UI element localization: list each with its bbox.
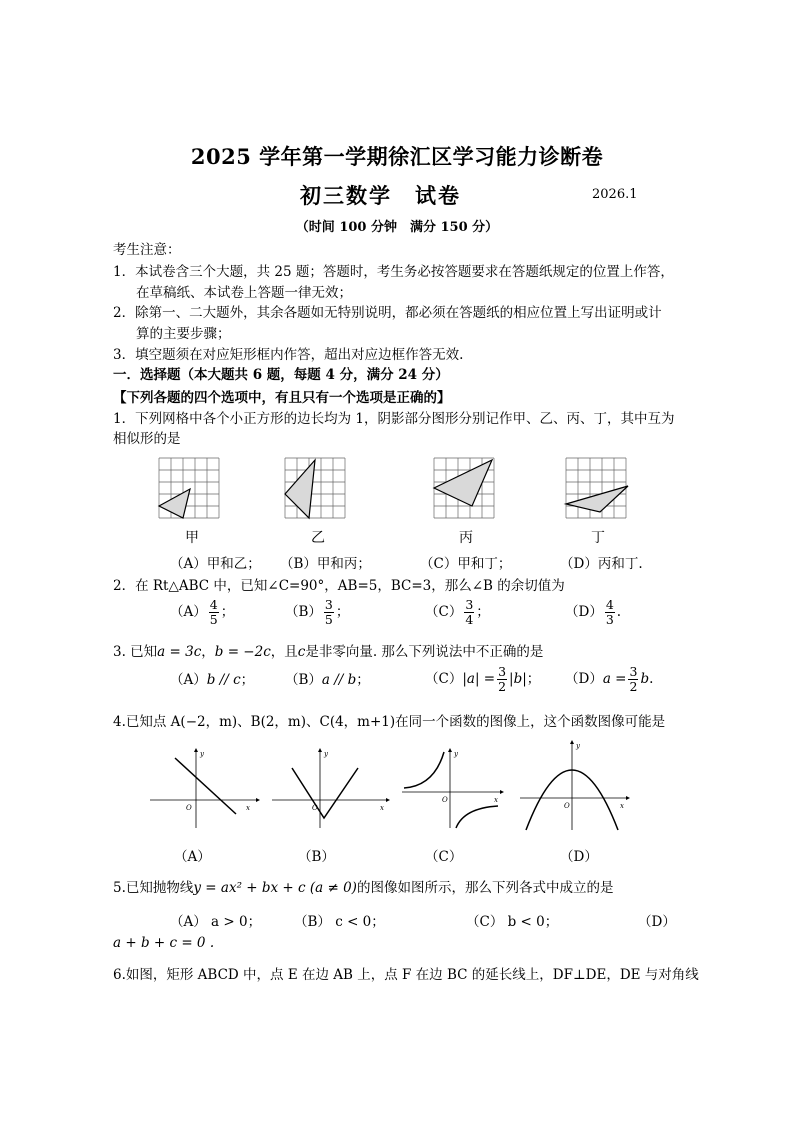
q3-option-c-fraction: $\frac{3}{2}$ — [498, 664, 507, 694]
svg-text:x: x — [380, 804, 384, 812]
q4-graph-a — [150, 748, 260, 830]
q5-option-c[interactable]: （C） b < 0； — [466, 914, 559, 930]
q5-option-d[interactable]: （D） — [638, 914, 676, 930]
q1-option-b[interactable]: （B）甲和丙； — [280, 556, 371, 572]
q4-graph-c — [402, 748, 504, 830]
q2-stem: 2．在 Rt△ABC 中，已知∠C=90°，AB=5，BC=3，那么∠B 的余切值为 — [113, 578, 565, 594]
q4-option-c[interactable]: （C） — [425, 849, 463, 865]
q2-option-c-label: （C） — [425, 604, 463, 620]
q5-stem: 5.已知抛物线y = ax² + bx + c (a ≠ 0)的图像如图所示，那么下列各式中成立的是 — [113, 880, 614, 896]
q3-option-c[interactable]: （C）|a| = $\frac{3}{2}$ |b|； — [425, 664, 541, 694]
q5-option-d-cont: a + b + c = 0 . — [113, 935, 215, 951]
q1-option-a[interactable]: （A）甲和乙； — [170, 556, 261, 572]
q2-option-d-label: （D） — [565, 604, 603, 620]
exam-subtitle: 初三数学 试卷 — [300, 183, 461, 208]
q2-option-b[interactable]: （B） $\frac{3}{5}$ ； — [285, 597, 350, 627]
q1-option-d[interactable]: （D）丙和丁. — [560, 556, 643, 572]
q3-stem: 3. 已知a = 3c，b = −2c，且c是非零向量. 那么下列说法中不正确的是 — [113, 644, 544, 660]
q2-option-d[interactable]: （D） $\frac{4}{3}$ . — [565, 597, 622, 627]
q4-option-b[interactable]: （B） — [298, 849, 335, 865]
q2-option-a-fraction: $\frac{4}{5}$ — [209, 597, 218, 627]
q2-option-b-label: （B） — [285, 604, 322, 620]
q1-stem-line2: 相似形的是 — [113, 431, 181, 447]
q1-grid-yi — [285, 458, 347, 520]
q2-option-b-fraction: $\frac{3}{5}$ — [324, 597, 333, 627]
q6-stem: 6.如图，矩形 ABCD 中，点 E 在边 AB 上，点 F 在边 BC 的延长线上，DF⊥DE，DE 与对角线 — [113, 967, 699, 983]
svg-text:y: y — [200, 750, 204, 758]
q1-stem-line1: 1．下列网格中各个小正方形的边长均为 1，阴影部分图形分别记作甲、乙、丙、丁，其中互为 — [113, 411, 675, 427]
q3-expr2: b = −2c — [214, 644, 271, 660]
svg-text:O: O — [442, 796, 448, 804]
q5-option-b[interactable]: （B） c < 0； — [294, 914, 385, 930]
q2-option-d-fraction: $\frac{4}{3}$ — [605, 597, 614, 627]
q1-option-c[interactable]: （C）甲和丁； — [420, 556, 512, 572]
q5-option-a[interactable]: （A） a > 0； — [170, 914, 262, 930]
q1-grid-ding — [566, 458, 628, 520]
svg-text:O: O — [312, 804, 318, 812]
svg-text:x: x — [620, 802, 624, 810]
section-instruction: 【下列各题的四个选项中，有且只有一个选项是正确的】 — [113, 390, 451, 406]
svg-text:y: y — [324, 750, 328, 758]
notice-item-1-cont: 在草稿纸、本试卷上答题一律无效； — [136, 285, 352, 301]
q2-option-c[interactable]: （C） $\frac{3}{4}$ ； — [425, 597, 490, 627]
q1-label-jia: 甲 — [185, 530, 199, 546]
exam-date: 2026.1 — [592, 187, 638, 202]
q3-option-a[interactable]: （A）b // c； — [170, 672, 255, 688]
q3-option-d-fraction: $\frac{3}{2}$ — [629, 664, 638, 694]
q4-graph-b — [272, 748, 390, 830]
notice-heading: 考生注意： — [113, 242, 181, 258]
q2-option-a-label: （A） — [170, 604, 207, 620]
notice-item-1: 1．本试卷含三个大题，共 25 题；答题时，考生务必按答题要求在答题纸规定的位置上作答， — [113, 264, 674, 280]
notice-item-2-cont: 算的主要步骤； — [136, 326, 231, 342]
svg-text:x: x — [246, 804, 250, 812]
q1-grid-jia — [159, 458, 221, 520]
exam-time-info: （时间 100 分钟 满分 150 分） — [295, 220, 499, 235]
exam-title: 2025 学年第一学期徐汇区学习能力诊断卷 — [190, 144, 604, 169]
q4-option-d[interactable]: （D） — [560, 849, 598, 865]
q1-label-bing: 丙 — [459, 530, 473, 546]
q4-stem: 4.已知点 A(−2，m)、B(2，m)、C(4，m+1)在同一个函数的图像上，这个函数图像可能是 — [113, 714, 666, 730]
notice-item-2: 2．除第一、二大题外，其余各题如无特别说明，都必须在答题纸的相应位置上写出证明或计 — [113, 305, 662, 321]
q2-option-a[interactable]: （A） $\frac{4}{5}$ ； — [170, 597, 235, 627]
q3-expr1: a = 3c — [157, 644, 202, 660]
svg-text:y: y — [576, 742, 580, 750]
q1-label-ding: 丁 — [591, 530, 605, 546]
svg-text:y: y — [454, 750, 458, 758]
svg-text:O: O — [186, 804, 192, 812]
q2-option-c-fraction: $\frac{3}{4}$ — [465, 597, 474, 627]
q3-option-b[interactable]: （B）a // b； — [285, 672, 370, 688]
q3-option-d[interactable]: （D）a = $\frac{3}{2}$ b. — [565, 664, 654, 694]
svg-text:x: x — [494, 796, 498, 804]
q5-formula: y = ax² + bx + c (a ≠ 0) — [193, 880, 357, 896]
notice-item-3: 3．填空题须在对应矩形框内作答，超出对应边框作答无效. — [113, 347, 464, 363]
q4-graph-d — [520, 740, 630, 832]
q1-grid-bing — [434, 458, 496, 520]
svg-text:O: O — [564, 802, 570, 810]
q1-label-yi: 乙 — [311, 530, 325, 546]
section-heading: 一．选择题（本大题共 6 题，每题 4 分，满分 24 分） — [113, 367, 449, 383]
q4-option-a[interactable]: （A） — [174, 849, 211, 865]
